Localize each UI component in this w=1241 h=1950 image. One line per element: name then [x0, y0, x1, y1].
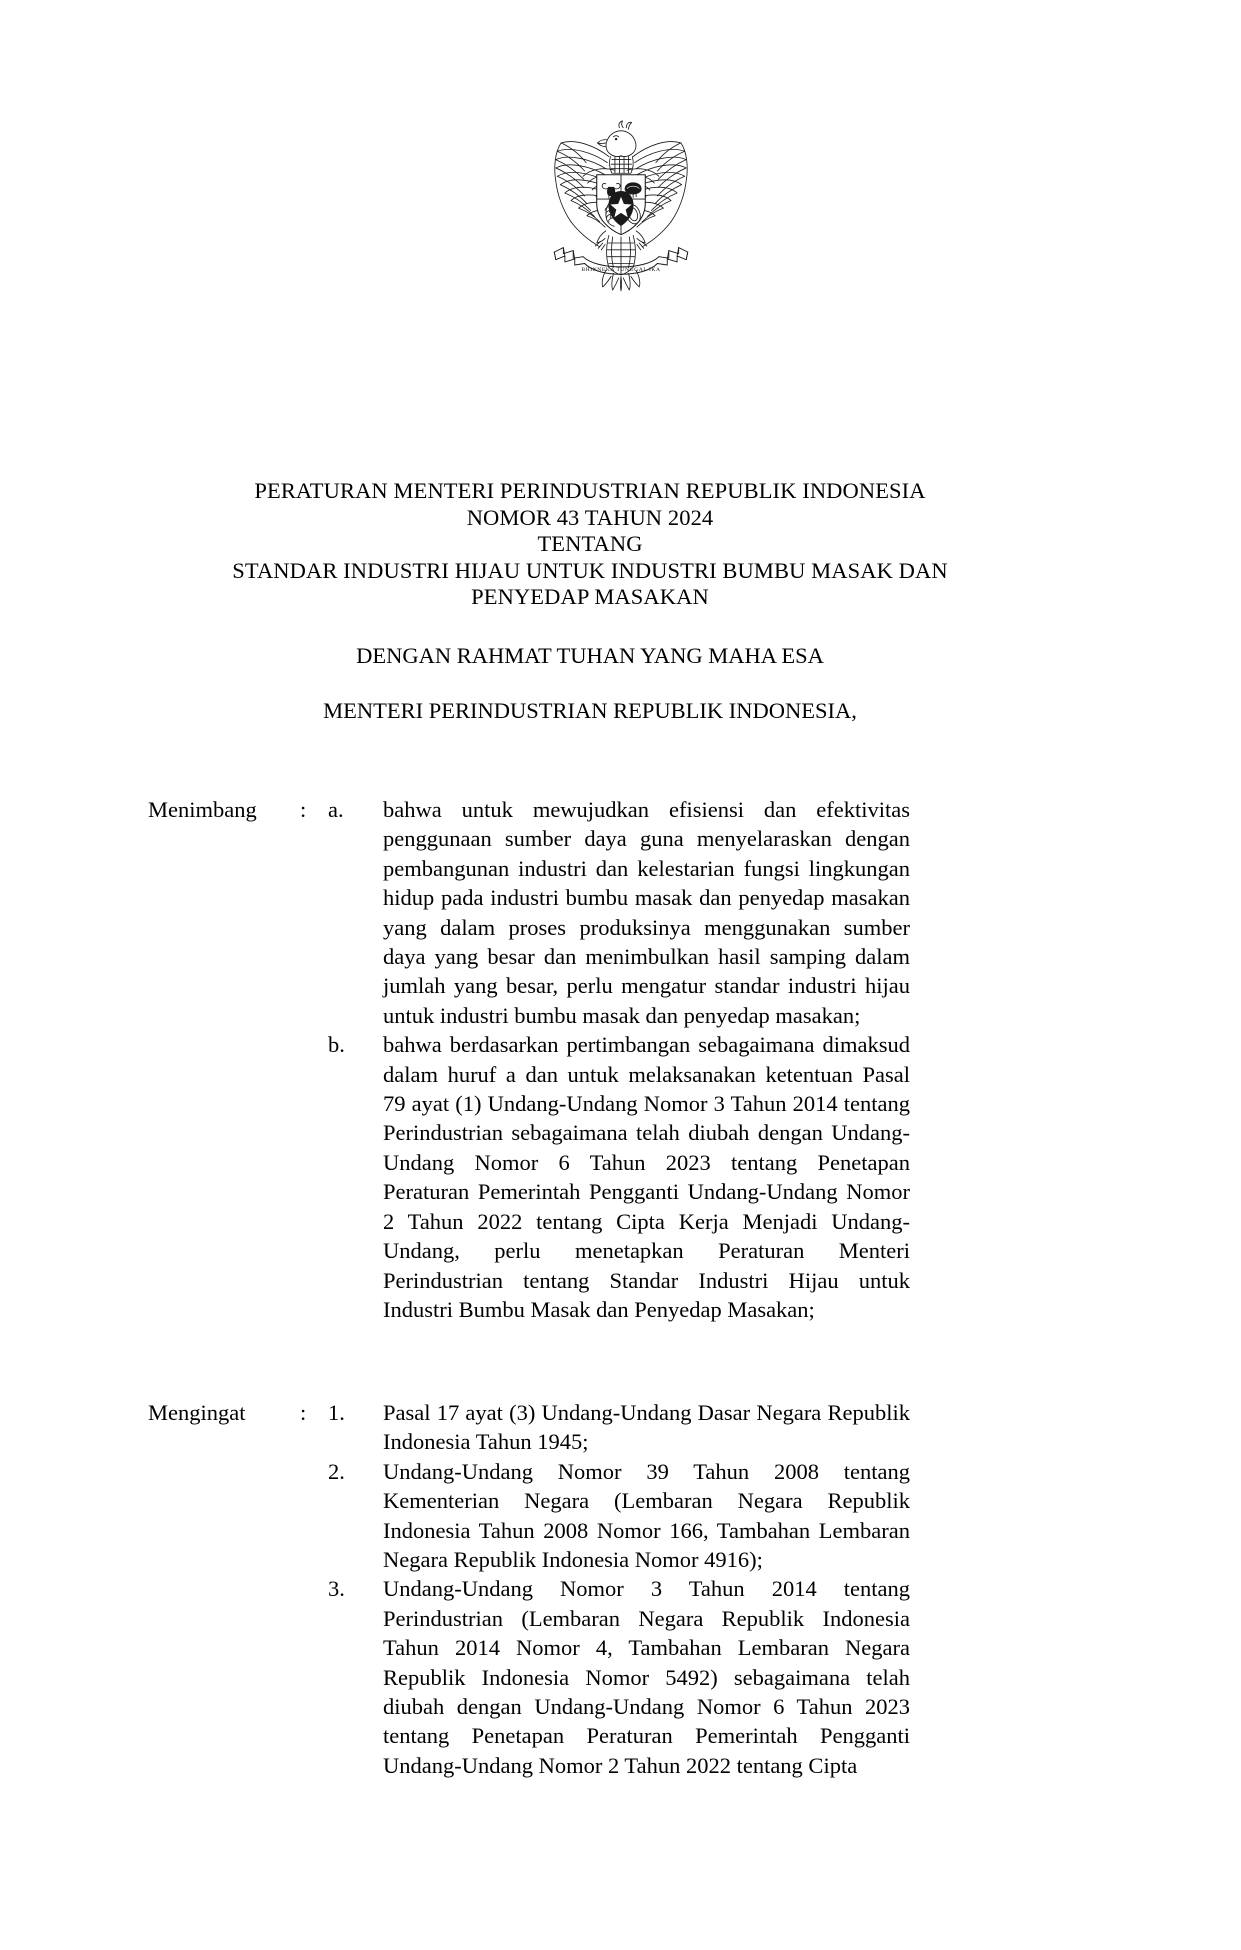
garuda-pancasila-icon: [530, 96, 712, 296]
emblem-motto-text: BHINNEKA TUNGGAL IKA: [580, 267, 661, 274]
mengingat-item: [328, 1457, 910, 1575]
mengingat-item: [328, 1398, 910, 1457]
document-title: [150, 478, 1030, 611]
item-marker: a.: [328, 797, 344, 822]
menimbang-item: [328, 1030, 910, 1324]
item-marker: 3.: [328, 1576, 345, 1602]
title-line-3: TENTANG: [537, 531, 643, 556]
mengingat-label: Mengingat: [148, 1400, 246, 1425]
item-marker: b.: [328, 1032, 345, 1058]
title-line-4: STANDAR INDUSTRI HIJAU UNTUK INDUSTRI BUMBU MASAK DAN: [232, 557, 948, 583]
item-text: bahwa berdasarkan pertimbangan sebagaimana dimaksud dalam huruf a dan untuk melaksanakan ketentuan Pasal 79 ayat (1) Undang-Undang Nomor 3 Tahun 2014 tentang Perindustrian sebagaimana telah diubah dengan Undang-Undang Nomor 6 Tahun 2023 tentang Penetapan Peraturan Pemerintah Pengganti Undang-Undang Nomor 2 Tahun 2022 tentang Cipta Kerja Menjadi Undang-Undang, perlu menetapkan Peraturan Menteri Perindustrian tentang Standar Industri Hijau untuk Industri Bumbu Masak dan Penyedap Masakan;: [383, 1032, 910, 1322]
mengingat-item: [328, 1574, 910, 1780]
menimbang-colon: :: [300, 797, 307, 822]
menimbang-label: Menimbang: [148, 797, 257, 822]
issuing-authority-line: MENTERI PERINDUSTRIAN REPUBLIK INDONESIA,: [323, 698, 857, 723]
menimbang-item: [328, 795, 910, 1030]
item-text: Undang-Undang Nomor 3 Tahun 2014 tentang Perindustrian (Lembaran Negara Republik Indonesia Tahun 2014 Nomor 4, Tambahan Lembaran Negara Republik Indonesia Nomor 5492) sebagaimana telah diubah dengan Undang-Undang Nomor 6 Tahun 2023 tentang Penetapan Peraturan Pemerintah Pengganti Undang-Undang Nomor 2 Tahun 2022 tentang Cipta: [383, 1576, 910, 1778]
item-text: Undang-Undang Nomor 39 Tahun 2008 tentang Kementerian Negara (Lembaran Negara Republik Indonesia Tahun 2008 Nomor 166, Tambahan Lembaran Negara Republik Indonesia Nomor 4916);: [383, 1458, 910, 1573]
mengingat-section: [148, 1398, 910, 1780]
menimbang-section: [148, 795, 910, 1324]
mengingat-items: [328, 1398, 910, 1780]
item-text: bahwa untuk mewujudkan efisiensi dan efektivitas penggunaan sumber daya guna menyelaraskan dengan pembangunan industri dan kelestarian fungsi lingkungan hidup pada industri bumbu masak dan penyedap masakan yang dalam proses produksinya menggunakan sumber daya yang besar dan menimbulkan hasil samping dalam jumlah yang besar, perlu mengatur standar industri hijau untuk industri bumbu masak dan penyedap masakan;: [383, 797, 910, 1028]
title-line-1: PERATURAN MENTERI PERINDUSTRIAN REPUBLIK INDONESIA: [254, 478, 926, 503]
item-text: Pasal 17 ayat (3) Undang-Undang Dasar Negara Republik Indonesia Tahun 1945;: [383, 1400, 910, 1455]
divine-blessing-line: DENGAN RAHMAT TUHAN YANG MAHA ESA: [356, 643, 824, 668]
title-line-2: NOMOR 43 TAHUN 2024: [466, 504, 714, 530]
title-line-5: PENYEDAP MASAKAN: [471, 584, 709, 609]
item-marker: 2.: [328, 1458, 345, 1484]
item-marker: 1.: [328, 1400, 345, 1425]
menimbang-items: [328, 795, 910, 1324]
emblem-container: [0, 96, 1241, 296]
mengingat-colon: :: [300, 1400, 307, 1425]
